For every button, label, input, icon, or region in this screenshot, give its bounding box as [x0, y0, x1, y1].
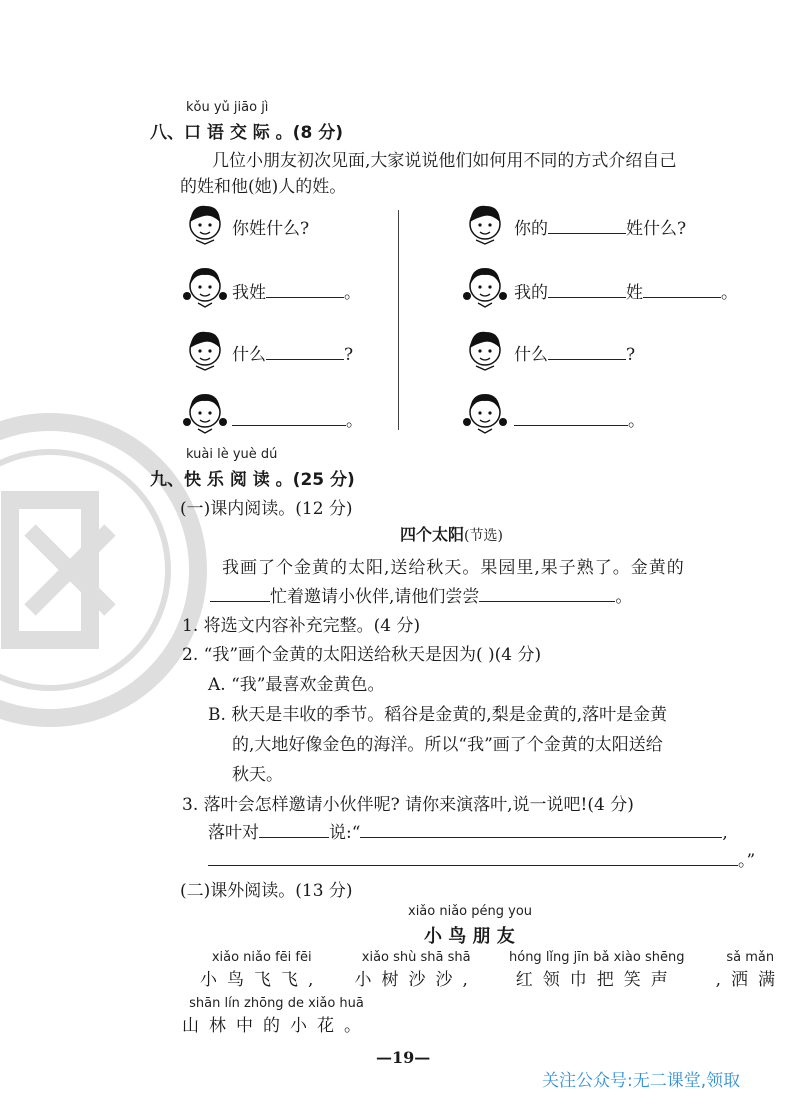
right-q1-post: 姓什么?	[626, 219, 687, 239]
passage-title-note: (节选)	[464, 528, 503, 544]
part1-title: (一)课内阅读。(12 分)	[180, 499, 353, 519]
right-q2-post: ?	[626, 345, 636, 365]
q3-answer-line2	[208, 846, 755, 871]
passage-line2-mid: 忙着邀请小伙伴,请他们尝尝	[270, 587, 480, 607]
right-a1	[514, 278, 738, 303]
boy-face-icon	[462, 326, 508, 372]
sec8-intro-line1: 几位小朋友初次见面,大家说说他们如何用不同的方式介绍自己	[212, 151, 677, 171]
right-a2-post: 。	[628, 411, 645, 431]
poem-ruby	[355, 950, 478, 990]
q3-ans-pre: 落叶对	[208, 823, 259, 843]
girl-face-icon	[462, 388, 508, 434]
answer-blank[interactable]	[548, 344, 626, 360]
q2-option-a[interactable]: A. “我”最喜欢金黄色。	[208, 675, 385, 695]
ruby-pinyin: shān lín zhōng de xiǎo huā	[189, 996, 364, 1011]
answer-blank[interactable]	[548, 282, 626, 298]
answer-blank[interactable]	[643, 282, 721, 298]
passage-line1: 我画了个金黄的太阳,送给秋天。果园里,果子熟了。金黄的	[222, 558, 685, 578]
girl-face-icon	[182, 262, 228, 308]
girl-face-icon	[182, 388, 228, 434]
ruby-hanzi: 红领巾把笑声	[515, 970, 678, 990]
right-a1-mid: 姓	[626, 283, 643, 303]
poem-line1	[200, 950, 785, 990]
ruby-pinyin: xiǎo shù shā shā	[361, 950, 471, 965]
q2-option-b-line2: 的,大地好像金色的海洋。所以“我”画了个金黄的太阳送给	[232, 735, 663, 755]
q2-option-b-line3: 秋天。	[232, 765, 283, 785]
answer-blank[interactable]	[266, 282, 344, 298]
left-q2-post: ?	[344, 345, 354, 365]
ruby-pinyin: sǎ mǎn	[726, 950, 775, 965]
q3-ans-end1: ,	[722, 823, 728, 843]
left-a2	[232, 406, 363, 431]
left-a1	[232, 278, 361, 303]
sec8-title: 八、口 语 交 际 。(8 分)	[150, 123, 343, 143]
passage-title	[400, 522, 503, 545]
q3-ans-end2: 。”	[738, 851, 756, 871]
ruby-hanzi: 小树沙沙,	[354, 970, 478, 990]
ruby-hanzi: ,洒满	[715, 970, 785, 990]
answer-blank[interactable]	[266, 344, 344, 360]
left-a1-post: 。	[344, 283, 361, 303]
ruby-hanzi: 小鸟飞飞,	[200, 970, 324, 990]
answer-blank[interactable]	[232, 410, 346, 426]
poem-ruby	[716, 950, 785, 990]
boy-face-icon	[462, 200, 508, 246]
girl-face-icon	[462, 262, 508, 308]
left-q2-pre: 什么	[232, 345, 266, 365]
boy-face-icon	[182, 200, 228, 246]
stamp-watermark	[0, 410, 210, 730]
passage-line2-end: 。	[615, 587, 633, 607]
promo-notice: 关注公众号:无二课堂,领取	[542, 1071, 741, 1091]
answer-blank[interactable]	[210, 586, 270, 602]
left-q1: 你姓什么?	[232, 219, 310, 239]
ruby-hanzi: 山林中的小花。	[182, 1016, 371, 1036]
right-a1-post: 。	[721, 283, 738, 303]
q2-option-b-line1[interactable]: B. 秋天是丰收的季节。稻谷是金黄的,梨是金黄的,落叶是金黄	[208, 705, 668, 725]
right-a2	[514, 406, 645, 431]
answer-blank[interactable]	[360, 822, 722, 838]
left-a1-pre: 我姓	[232, 283, 266, 303]
question-1: 1. 将选文内容补充完整。(4 分)	[182, 616, 421, 636]
left-a2-post: 。	[346, 411, 363, 431]
q3-ans-mid: 说:“	[329, 823, 361, 843]
left-q2	[232, 340, 353, 365]
passage-line2	[210, 582, 632, 607]
page-number: —19—	[376, 1048, 431, 1067]
right-q2-pre: 什么	[514, 345, 548, 365]
column-divider	[398, 210, 399, 430]
poem-ruby	[200, 950, 323, 990]
answer-blank[interactable]	[208, 850, 738, 866]
poem-title-pinyin: xiǎo niǎo péng you	[408, 904, 533, 919]
sec8-intro-line2: 的姓和他(她)人的姓。	[180, 177, 347, 197]
ruby-pinyin: xiǎo niǎo fēi fēi	[211, 950, 312, 965]
right-a1-pre: 我的	[514, 283, 548, 303]
answer-blank[interactable]	[514, 410, 628, 426]
poem-title: 小 鸟 朋 友	[424, 926, 515, 947]
q3-answer-line1	[208, 818, 728, 843]
answer-blank[interactable]	[548, 218, 626, 234]
boy-face-icon	[182, 326, 228, 372]
ruby-pinyin: hóng lǐng jīn bǎ xiào shēng	[509, 950, 685, 965]
part2-title: (二)课外阅读。(13 分)	[180, 881, 353, 901]
question-2: 2. “我”画个金黄的太阳送给秋天是因为( )(4 分)	[182, 645, 542, 665]
answer-blank[interactable]	[479, 586, 615, 602]
right-q2	[514, 340, 635, 365]
poem-line2	[182, 996, 397, 1036]
answer-blank[interactable]	[259, 822, 329, 838]
poem-ruby	[509, 950, 684, 990]
sec9-title: 九、快 乐 阅 读 。(25 分)	[150, 470, 355, 490]
question-3: 3. 落叶会怎样邀请小伙伴呢? 请你来演落叶,说一说吧!(4 分)	[182, 795, 634, 815]
poem-ruby	[182, 996, 371, 1036]
sec9-pinyin: kuài lè yuè dú	[186, 447, 278, 462]
right-q1	[514, 214, 686, 239]
sec8-pinyin: kǒu yǔ jiāo jì	[186, 100, 269, 115]
right-q1-pre: 你的	[514, 219, 548, 239]
passage-title-text: 四个太阳	[400, 525, 465, 544]
